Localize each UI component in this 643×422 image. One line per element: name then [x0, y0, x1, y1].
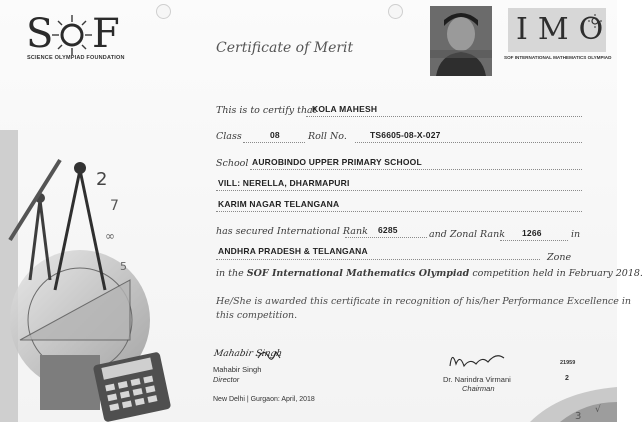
svg-text:5: 5: [120, 260, 127, 273]
imo-logo: [508, 8, 614, 52]
award-line-2: this competition.: [216, 310, 298, 321]
class-underline: [243, 142, 305, 143]
school-address-line-2: KARIM NAGAR TELANGANA: [218, 199, 340, 209]
competition-line: [216, 268, 643, 279]
zonal-rank-value: 1266: [522, 228, 542, 238]
imo-caption: SOF INTERNATIONAL MATHEMATICS OLYMPIAD: [504, 55, 612, 60]
roll-underline: [355, 142, 582, 143]
competition-name: SOF International Mathematics Olympiad: [246, 268, 470, 279]
student-photo: [430, 6, 492, 76]
zonal-rank-label: and Zonal Rank: [429, 229, 505, 240]
school-underline-2: [216, 190, 582, 191]
svg-text:2: 2: [96, 169, 108, 190]
sof-org-name: SCIENCE OLYMPIAD FOUNDATION: [27, 55, 125, 61]
svg-text:∞: ∞: [105, 229, 115, 243]
roll-value: TS6605-08-X-027: [370, 130, 441, 140]
intl-rank-underline: [345, 237, 427, 238]
sof-logo-f: F: [92, 11, 120, 57]
student-portrait-image: [430, 6, 492, 76]
certificate-title: Certificate of Merit: [216, 40, 354, 56]
school-underline-3: [216, 211, 582, 212]
svg-text:3: 3: [575, 411, 582, 422]
competition-suffix: competition held in February 2018.: [472, 268, 643, 279]
punch-hole-left: [156, 4, 171, 19]
sof-logo-s: S: [26, 11, 54, 57]
class-label: Class: [216, 131, 242, 142]
zonal-rank-underline: [500, 240, 568, 241]
intl-rank-label: has secured International Rank: [216, 226, 368, 237]
svg-text:7: 7: [110, 198, 119, 214]
chairman-signature: [446, 348, 508, 372]
roll-label: Roll No.: [308, 131, 347, 142]
punch-hole-right: [388, 4, 403, 19]
chairman-name: Dr. Narindra Virmani: [443, 375, 511, 384]
intl-rank-value: 6285: [378, 225, 398, 235]
imo-logo-text: IMO: [516, 12, 614, 47]
place-date: New Delhi | Gurgaon: April, 2018: [213, 396, 315, 403]
class-value: 08: [270, 130, 280, 140]
svg-text:√: √: [595, 405, 601, 415]
school-address-line-1: VILL: NERELLA, DHARMAPURI: [218, 178, 350, 188]
in-label: in: [571, 229, 581, 240]
director-title: Director: [213, 375, 240, 384]
serial-digit: 2: [565, 375, 569, 382]
certify-label: This is to certify that: [216, 105, 317, 116]
award-line-1: He/She is awarded this certificate in recognition of his/her Performance Excellence in: [216, 296, 632, 307]
competition-prefix: in the: [216, 268, 244, 279]
zone-value: ANDHRA PRADESH & TELANGANA: [218, 246, 368, 256]
school-underline-1: [250, 169, 582, 170]
zone-label: Zone: [547, 252, 572, 263]
director-signature-flourish: [256, 348, 282, 362]
director-name: Mahabir Singh: [213, 365, 262, 374]
award-statement: [216, 295, 631, 323]
zone-underline: [216, 259, 540, 260]
math-instruments-illustration: [0, 130, 185, 422]
school-label: School: [216, 158, 249, 169]
student-name: KOLA MAHESH: [312, 104, 378, 114]
sun-icon: [588, 14, 602, 28]
name-underline: [306, 116, 582, 117]
school-name: AUROBINDO UPPER PRIMARY SCHOOL: [252, 157, 422, 167]
serial-number: 21959: [560, 360, 576, 366]
chairman-title: Chairman: [462, 384, 495, 393]
director-signature: Mahabir Singh: [213, 349, 283, 359]
sun-o-icon: [51, 14, 93, 56]
